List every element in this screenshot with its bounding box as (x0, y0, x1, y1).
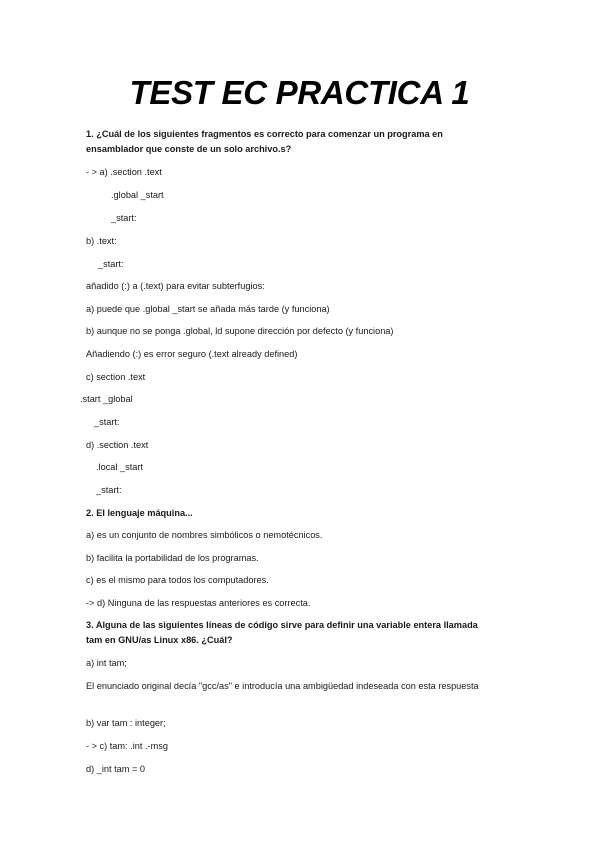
q1-option-a-line-3: _start: (111, 213, 137, 223)
q2-option-b: b) facilita la portabilidad de los programas. (86, 553, 259, 563)
q3-note: El enunciado original decía "gcc/as" e introducía una ambigüedad indeseada con esta respuesta (86, 681, 479, 691)
q3-option-a: a) int tam; (86, 658, 127, 668)
q2-option-d: -> d) Ninguna de las respuestas anteriores es correcta. (86, 598, 311, 608)
q3-option-b: b) var tam : integer; (86, 718, 166, 728)
q2-option-c: c) es el mismo para todos los computadores. (86, 575, 269, 585)
page-title: TEST EC PRACTICA 1 (129, 74, 470, 111)
q1-option-c-line-1: c) section .text (86, 372, 146, 382)
q1-option-d-line-3: _start: (96, 485, 122, 495)
q1-note-4: Añadiendo (:) es error seguro (.text already defined) (86, 349, 298, 359)
q1-option-d-line-2: .local _start (96, 462, 143, 472)
q1-option-b-line-1: b) .text: (86, 236, 117, 246)
q3-option-c: - > c) tam: .int .-msg (86, 741, 168, 751)
question-1-text: 1. ¿Cuál de los siguientes fragmentos es correcto para comenzar un programa en ensamblador que conste de un solo archivo.s? (86, 129, 443, 154)
q1-note-1: añadido (:) a (.text) para evitar subterfugios: (86, 281, 265, 291)
q1-option-a-line-2: .global _start (111, 190, 164, 200)
question-3-text: 3. Alguna de las siguientes líneas de código sirve para definir una variable entera llamada tam en GNU/as Linux x86. ¿Cuál? (86, 620, 478, 645)
q1-note-2: a) puede que .global _start se añada más tarde (y funciona) (86, 304, 330, 314)
q2-option-a: a) es un conjunto de nombres simbólicos o nemotécnicos. (86, 530, 323, 540)
q1-option-c-line-2: .start _global (80, 394, 133, 404)
q1-option-a-line-1: - > a) .section .text (86, 167, 162, 177)
q3-option-d: d) _int tam = 0 (86, 764, 145, 774)
q1-option-d-line-1: d) .section .text (86, 440, 149, 450)
q1-note-3: b) aunque no se ponga .global, ld supone dirección por defecto (y funciona) (86, 326, 394, 336)
question-2-text: 2. El lenguaje máquina... (86, 508, 193, 518)
q1-option-b-line-2: _start: (98, 259, 124, 269)
q1-option-c-line-3: _start: (94, 417, 120, 427)
